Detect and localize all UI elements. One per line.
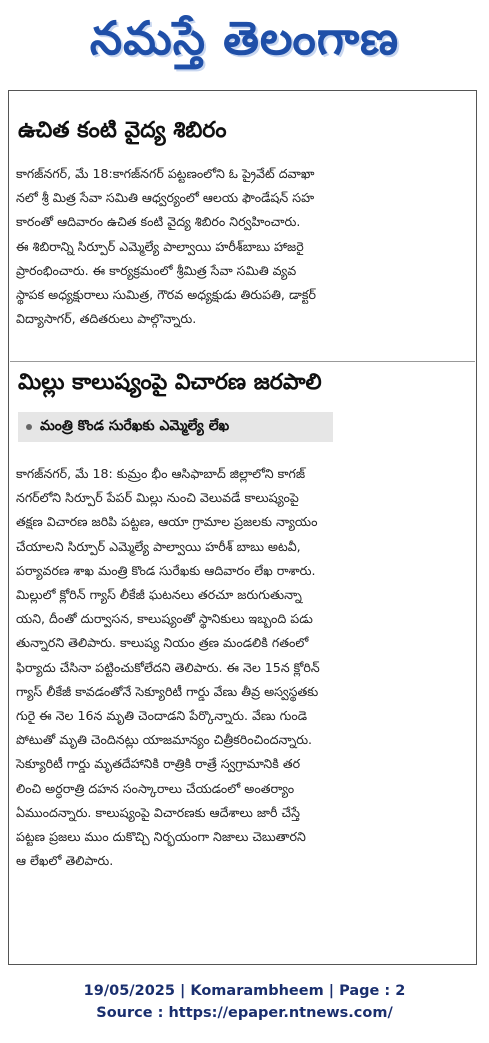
cut-text-top (14, 96, 454, 102)
masthead (0, 0, 489, 88)
article1-line: కారంతో ఆదివారం ఉచిత కంటి వైద్య శిబిరం నిర్వహించారు. (16, 214, 301, 230)
article2-line: పట్టణ ప్రజలు ముం దుకొచ్చి నిర్భయంగా నిజాలు చెబుతారని (16, 829, 306, 845)
bullet-icon (26, 424, 32, 430)
article1-line: విద్యాసాగర్, తదితరులు పాల్గొన్నారు. (16, 311, 197, 327)
divider (10, 361, 475, 362)
article1-line: ఈ శిబిరాన్ని సిర్పూర్ ఎమ్మెల్యే పాల్వాయి హరీశ్‌బాబు హాజరై (16, 238, 304, 254)
article2-line: గురై ఈ నెల 16న మృతి చెందాడని పేర్కొన్నారు. వేణు గుండె (16, 708, 308, 724)
article2-subhead (18, 412, 333, 442)
article2-line: ఆ లేఖలో తెలిపారు. (16, 853, 114, 869)
article2-line: లించి అర్ధరాత్రి దహన సంస్కారాలు చేయడంలో అంతర్యాం (16, 780, 295, 796)
article2-line: పోటుతో మృతి చెందినట్లు యాజమాన్యం చిత్రీకరించిందన్నారు. (16, 732, 313, 748)
article1-headline: ఉచిత కంటి వైద్య శిబిరం (18, 118, 227, 143)
article2-body (16, 462, 461, 873)
article2-line: తున్నారని తెలిపారు. కాలుష్య నియం త్రణ మండలికి గతంలో (16, 635, 309, 651)
masthead-logo: నమస్తే తెలంగాణ (89, 11, 400, 65)
article2-subhead-text: మంత్రి కొండ సురేఖకు ఎమ్మెల్యే లేఖ (40, 417, 230, 434)
article2-headline: మిల్లు కాలుష్యంపై విచారణ జరపాలి (18, 370, 322, 395)
article2-line: ఫిర్యాదు చేసినా పట్టించుకోలేదని తెలిపారు. ఈ నెల 15న క్లోరిన్ (16, 659, 320, 675)
cut-text-bottom (26, 955, 446, 963)
article2-line: చేయాలని సిర్పూర్ ఎమ్మెల్యే పాల్వాయి హరీశ్ బాబు అటవీ, (16, 538, 301, 554)
article2-line: గ్యాస్ లీకేజీ కావడంతోనే సెక్యూరిటీ గార్డు వేణు తీవ్ర అస్వస్థతకు (16, 683, 319, 699)
article1-line: కాగజ్‌నగర్, మే 18:కాగజ్‌నగర్ పట్టణంలోని ఓ ప్రైవేట్ దవాఖా (16, 166, 315, 181)
article1-body (16, 162, 461, 331)
footer-source: Source : https://epaper.ntnews.com/ (96, 1005, 393, 1021)
article2-line: కాగజ్‌నగర్, మే 18: కుమ్రం భీం ఆసిఫాబాద్ జిల్లాలోని కాగజ్ (16, 466, 306, 481)
article2-line: యని, దీంతో దుర్వాసన, కాలుష్యంతో స్థానికులు ఇబ్బంది పడు (16, 611, 313, 627)
footer (0, 980, 489, 1024)
article2-line: పర్యావరణ శాఖ మంత్రి కొండ సురేఖకు ఆదివారం లేఖ రాశారు. (16, 562, 316, 578)
article2-line: మిల్లులో క్లోరిన్ గ్యాస్ లీకేజీ ఘటనలు తరచూ జరుగుతున్నా (16, 587, 302, 603)
article1-line: ప్రారంభించారు. ఈ కార్యక్రమంలో శ్రీమిత్ర సేవా సమితి వ్యవ (16, 262, 297, 278)
article2-line: సెక్యూరిటీ గార్డు మృతదేహానికి రాత్రికి రాత్రే స్వగ్రామానికి తర (16, 756, 301, 772)
article2-line: తక్షణ విచారణ జరిపి పట్టణ, ఆయా గ్రామాల ప్రజలకు న్యాయం (16, 514, 318, 530)
article1-line: నలో శ్రీ మిత్ర సేవా సమితి ఆధ్వర్యంలో ఆలయ ఫౌండేషన్ సహ (16, 190, 315, 206)
footer-date-edition: 19/05/2025 | Komarambheem | Page : 2 (83, 983, 406, 999)
article2-line: ఏముందన్నారు. కాలుష్యంపై విచారణకు ఆదేశాలు జారీ చేస్తే (16, 804, 300, 820)
article1-line: స్థాపక అధ్యక్షురాలు సుమిత్ర, గౌరవ అధ్యక్షుడు తిరుపతి, డాక్టర్ (16, 287, 316, 303)
article2-line: నగర్‌లోని సిర్పూర్ పేపర్ మిల్లు నుంచి వెలువడే కాలుష్యంపై (16, 490, 299, 506)
